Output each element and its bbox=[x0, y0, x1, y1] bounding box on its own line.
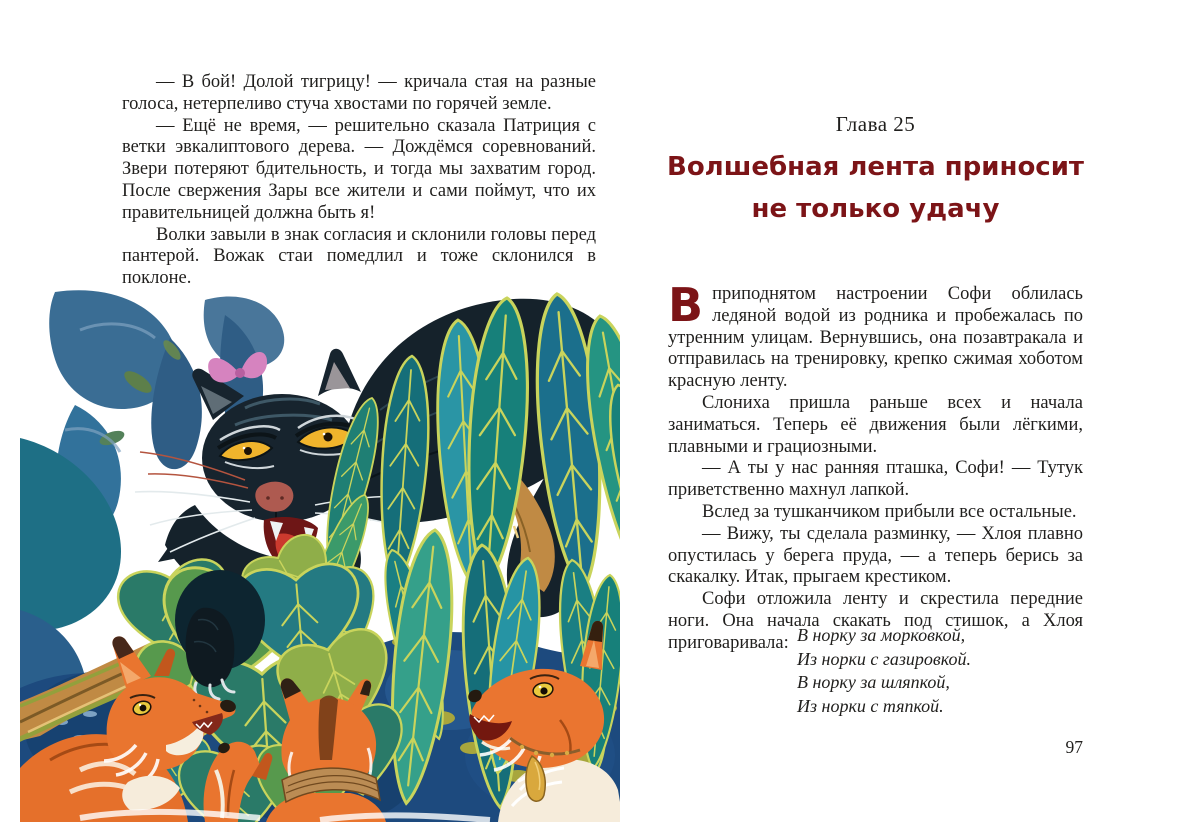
paragraph: Софи отложила ленту и скрестила передние ноги. Она начала скакать под стишок, а Хлоя приговаривала: bbox=[668, 589, 1083, 653]
poem-line: Из норки с газировкой. bbox=[797, 648, 971, 669]
chapter-title-line1: Волшебная лента приносит bbox=[667, 152, 1085, 182]
left-text-block bbox=[122, 72, 596, 290]
paragraph: — Ещё не время, — решительно сказала Патриция с ветки эвкалиптового дерева. — Дождёмся соревнований. Звери потеряют бдительность, и тогда мы захватим город. После свержения Зары все жители и сами поймут, что их правительницей должна быть я! bbox=[122, 115, 596, 223]
chapter-label: Глава 25 bbox=[835, 112, 916, 136]
paragraph: Вслед за тушканчиком прибыли все остальные. bbox=[702, 501, 1077, 522]
poem-line: Из норки с тяпкой. bbox=[797, 695, 944, 716]
paragraph: Волки завыли в знак согласия и склонили головы перед пантерой. Вожак стаи помедлил и тоже склонился в поклоне. bbox=[122, 224, 596, 289]
page-right bbox=[668, 0, 1083, 822]
paragraph: — Вижу, ты сделала разминку, — Хлоя плавно опустилась у берега пруда, — а теперь берись за скакалку. Итак, прыгаем крестиком. bbox=[668, 523, 1083, 588]
right-text-block bbox=[668, 278, 1083, 655]
poem-line: В норку за шляпкой, bbox=[797, 672, 950, 692]
paragraph-text: приподнятом настроении Софи облилась ледяной водой из родника и пробежалась по утренним улицам. Вернувшись, она позавтракала и отправилась на тренировку, крепко сжимая хоботом красную ленту. bbox=[668, 284, 1083, 392]
page-number: 97 bbox=[1065, 737, 1083, 757]
paragraph bbox=[668, 278, 1083, 393]
paragraph: Слониха пришла раньше всех и начала заниматься. Теперь её движения были лёгкими, плавными и грациозными. bbox=[668, 392, 1083, 457]
paragraph: — А ты у нас ранняя пташка, Софи! — Тутук приветственно махнул лапкой. bbox=[668, 458, 1083, 501]
poem bbox=[797, 624, 971, 718]
drop-cap: В bbox=[668, 278, 704, 332]
paragraph: — В бой! Долой тигрицу! — кричала стая на разные голоса, нетерпеливо стуча хвостами по горячей земле. bbox=[122, 72, 596, 114]
poem-line: В норку за морковкой, bbox=[797, 625, 966, 645]
chapter-title bbox=[668, 146, 1083, 230]
illustration-panther-and-foxes bbox=[20, 290, 620, 822]
chapter-title-line2: не только удачу bbox=[751, 194, 1000, 224]
